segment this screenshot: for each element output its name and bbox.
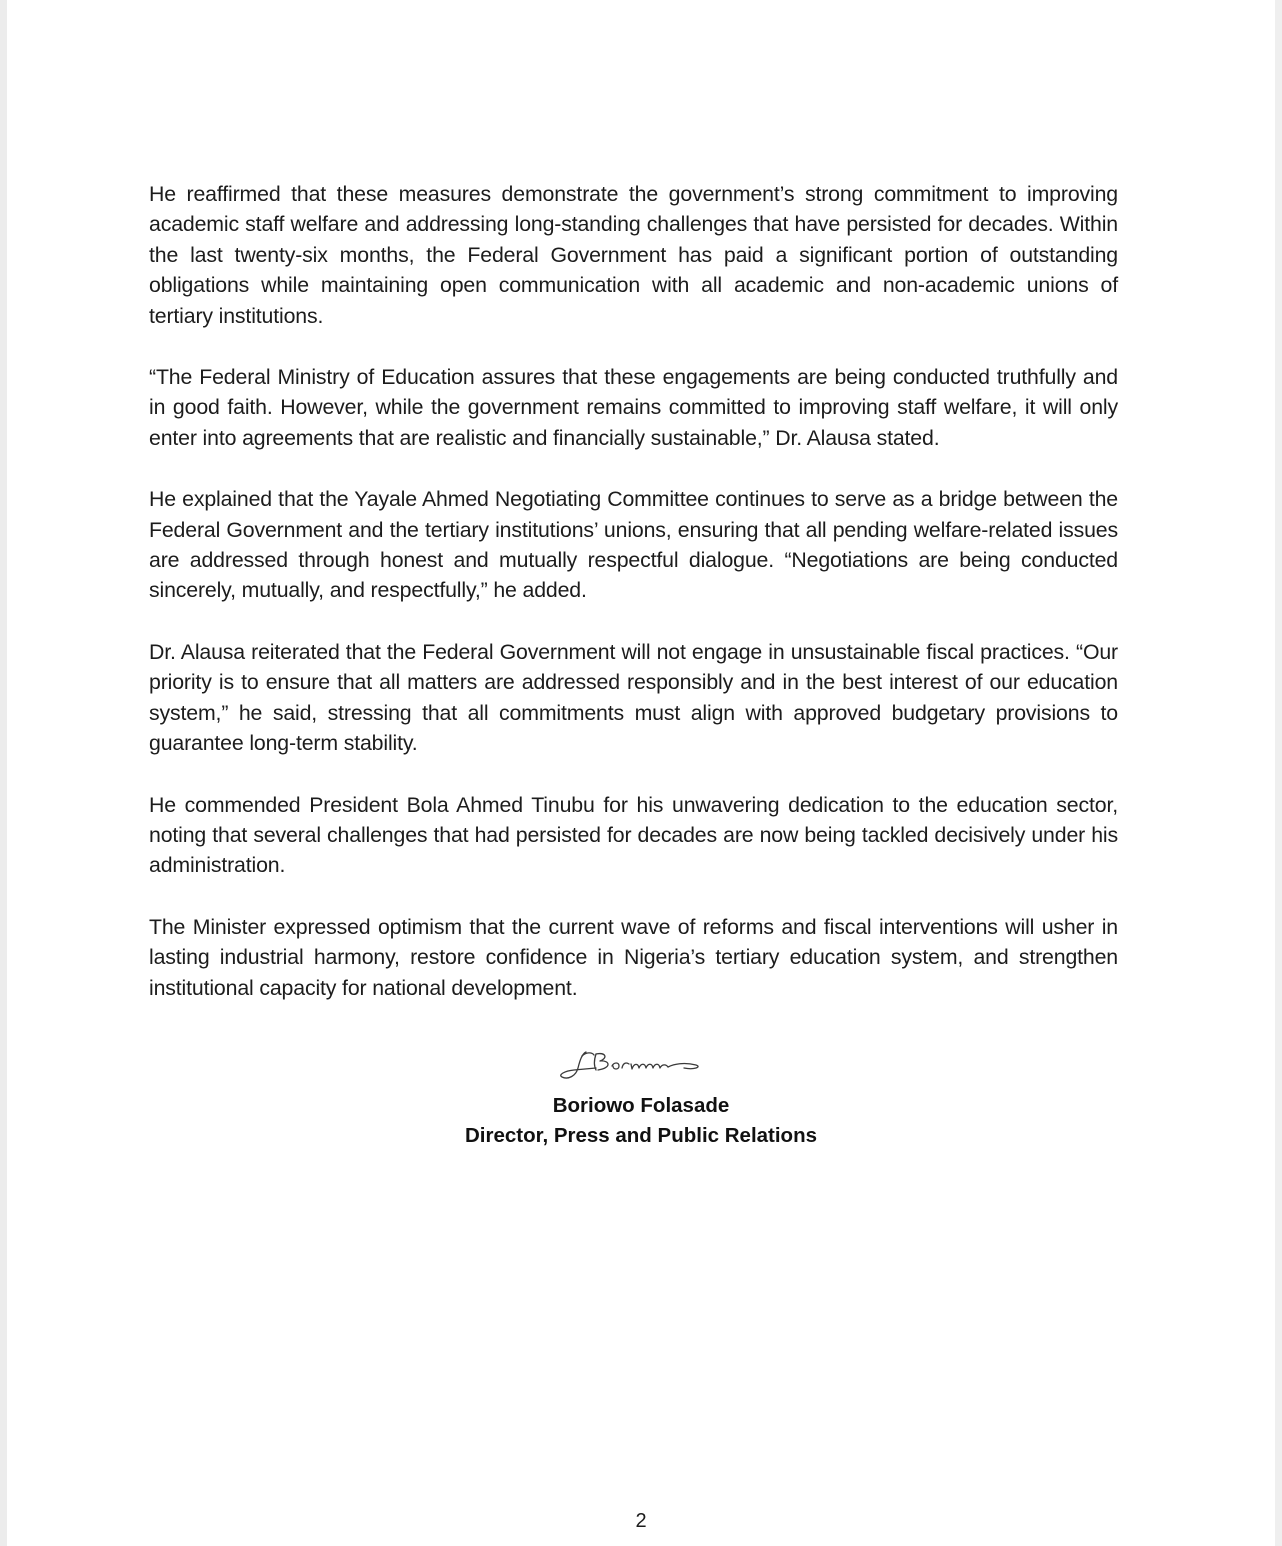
signatory-name: Boriowo Folasade — [552, 1094, 730, 1117]
paragraph-commended-president: He commended President Bola Ahmed Tinubu for his unwavering dedication to the education sector, noting that several challenges that had persisted for decades are now being tackled decisively under his administration. — [149, 792, 1118, 878]
paragraph-reaffirmed: He reaffirmed that these measures demonstrate the government’s strong commitment to improving academic staff welfare and addressing long-standing challenges that have persisted for decades. Within the last twenty-six months, the Federal Government has paid a significant portion of outstanding obligations while maintaining open communication with all academic and non-academic unions of tertiary institutions. — [149, 182, 1118, 328]
page-edge-left — [0, 0, 7, 1546]
signature-block — [7, 1046, 1275, 1151]
page-edge-right — [1275, 0, 1282, 1546]
paragraph-negotiating-committee: He explained that the Yayale Ahmed Negotiating Committee continues to serve as a bridge between the Federal Government and the tertiary institutions’ unions, ensuring that all pending welfare-related issues are addressed through honest and mutually respectful dialogue. “Negotiations are being conducted sincerely, mutually, and respectfully,” he added. — [149, 487, 1118, 603]
paragraph-ministry-quote: “The Federal Ministry of Education assures that these engagements are being conducted truthfully and in good faith. However, while the government remains committed to improving staff welfare, it will only enter into agreements that are realistic and financially sustainable,” Dr. Alausa stated. — [149, 365, 1118, 450]
signature-icon — [556, 1046, 726, 1082]
page-number: 2 — [635, 1510, 647, 1532]
paragraph-optimism: The Minister expressed optimism that the current wave of reforms and fiscal interventions will usher in lasting industrial harmony, restore confidence in Nigeria’s tertiary education system, and strengthen institutional capacity for national development. — [149, 914, 1118, 1000]
signatory-title: Director, Press and Public Relations — [464, 1124, 818, 1147]
document-body — [149, 179, 1118, 1034]
paragraph-fiscal-practices: Dr. Alausa reiterated that the Federal Government will not engage in unsustainable fiscal practices. “Our priority is to ensure that all matters are addressed responsibly and in the best interest of our education system,” he said, stressing that all commitments must align with approved budgetary provisions to guarantee long-term stability. — [149, 639, 1118, 756]
